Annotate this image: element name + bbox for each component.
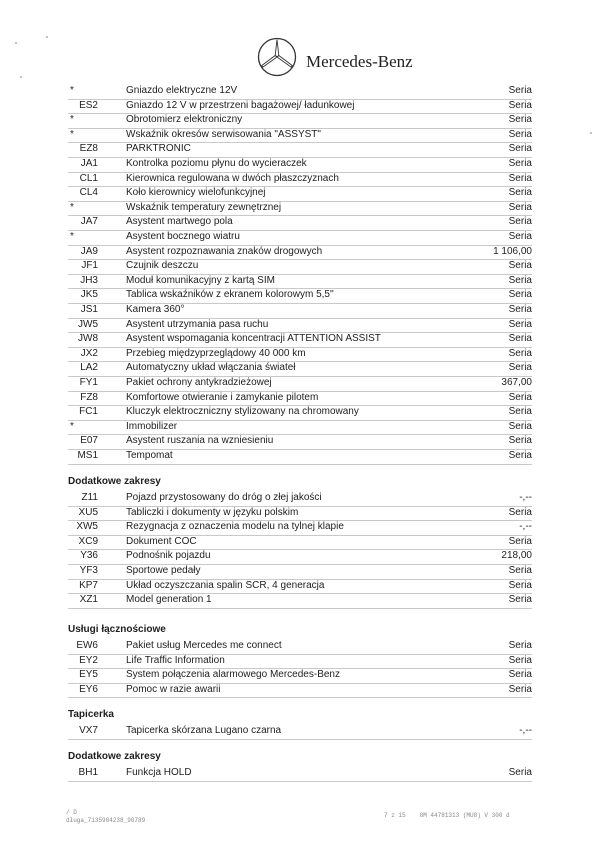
option-description: Kluczyk elektroczniczny stylizowany na chromowany (126, 406, 359, 418)
option-price: Seria (508, 85, 532, 96)
option-price: Seria (508, 114, 532, 126)
option-price: Seria (508, 669, 532, 681)
option-price: Seria (508, 187, 532, 199)
option-code: EZ8 (79, 143, 98, 155)
option-code: FC1 (79, 406, 98, 418)
option-price: Seria (508, 347, 532, 359)
option-price: Seria (508, 172, 532, 184)
option-code: Y36 (80, 550, 98, 562)
option-price: Seria (508, 435, 532, 447)
option-description: Podnośnik pojazdu (126, 550, 211, 562)
option-row (68, 579, 532, 595)
option-description: Tablica wskaźników z ekranem kolorowym 5,5'' (126, 289, 334, 301)
scan-speck (15, 42, 17, 44)
option-price: Seria (508, 594, 532, 606)
standard-marker: * (70, 85, 74, 96)
option-code: EY5 (79, 669, 98, 681)
option-description: Gniazdo 12 V w przestrzeni bagażowej/ ładunkowej (126, 99, 355, 111)
option-row (68, 654, 532, 670)
document-id: 8M 44781313 (MU8) V 300 d (419, 812, 510, 819)
option-code: CL1 (79, 172, 98, 184)
option-price: Seria (508, 216, 532, 228)
option-price: Seria (508, 506, 532, 518)
option-row (68, 405, 532, 421)
option-description: Wskaźnik temperatury zewnętrznej (126, 201, 282, 213)
option-description: Moduł komunikacyjny z kartą SIM (126, 274, 275, 286)
option-row (68, 142, 532, 158)
option-price: Seria (508, 201, 532, 213)
option-description: Asystent rozpoznawania znaków drogowych (126, 245, 323, 257)
option-description: Czujnik deszczu (126, 260, 199, 272)
option-row (68, 259, 532, 275)
option-row (68, 361, 532, 377)
option-description: Tabliczki i dokumenty w języku polskim (126, 506, 299, 518)
option-description: Wskaźnik okresów serwisowania "ASSYST" (126, 128, 321, 140)
option-row (68, 113, 532, 129)
option-description: Obrotomierz elektroniczny (126, 114, 243, 126)
standard-marker: * (70, 231, 74, 242)
option-price: Seria (508, 304, 532, 315)
option-price: Seria (508, 654, 532, 666)
option-row (68, 376, 532, 392)
option-code: JF1 (81, 260, 98, 272)
option-code: CL4 (79, 187, 98, 199)
option-row (68, 274, 532, 290)
option-row (68, 318, 532, 334)
option-code: JW5 (78, 318, 98, 330)
option-code: XZ1 (79, 594, 98, 606)
option-row (68, 535, 532, 551)
option-row (68, 157, 532, 173)
scan-speck (20, 76, 22, 78)
option-code: EW6 (76, 640, 98, 651)
option-code: XW5 (76, 521, 98, 533)
option-code: YF3 (79, 565, 98, 576)
option-code: JA7 (80, 216, 98, 228)
option-description: Automatyczny układ włączania świateł (126, 362, 296, 374)
scan-speck (46, 36, 48, 38)
footer-file: długa_7135904238_90789 (66, 817, 146, 824)
option-row (68, 564, 532, 580)
mercedes-star-icon (257, 37, 297, 77)
option-row (68, 303, 532, 319)
section-title: Dodatkowe zakresy (68, 476, 161, 487)
option-description: Kamera 360° (126, 304, 185, 315)
page-number: 7 z 15 (384, 812, 406, 819)
option-description: Pakiet usług Mercedes me connect (126, 640, 282, 651)
option-row (68, 128, 532, 144)
option-row (68, 201, 532, 217)
option-price: Seria (508, 231, 532, 242)
option-description: PARKTRONIC (126, 143, 191, 155)
option-description: Model generation 1 (126, 594, 212, 606)
option-description: Tempomat (126, 450, 173, 461)
option-description: Rezygnacja z oznaczenia modelu na tylnej klapie (126, 521, 344, 533)
option-code: FY1 (79, 377, 98, 388)
option-price: Seria (508, 289, 532, 301)
option-code: JA9 (80, 245, 98, 257)
option-description: Koło kierownicy wielofunkcyjnej (126, 187, 266, 199)
option-price: Seria (508, 565, 532, 576)
option-price: -,-- (519, 492, 532, 503)
option-price: Seria (508, 260, 532, 272)
option-description: Pojazd przystosowany do dróg o złej jakości (126, 492, 322, 503)
option-price: Seria (508, 420, 532, 432)
option-price: 218,00 (501, 550, 532, 562)
option-code: JK5 (80, 289, 98, 301)
option-description: Asystent martwego pola (126, 216, 233, 228)
section-title: Tapicerka (68, 709, 114, 720)
option-row (68, 347, 532, 363)
option-row (68, 186, 532, 202)
option-price: 367,00 (501, 377, 532, 388)
option-row (68, 420, 532, 436)
option-row (68, 593, 532, 609)
option-code: XU5 (78, 506, 98, 518)
option-code: Z11 (81, 492, 98, 503)
option-description: Kontrolka poziomu płynu do wycieraczek (126, 158, 307, 169)
option-row (68, 434, 532, 450)
option-code: XC9 (78, 535, 98, 547)
section-title: Usługi łącznościowe (68, 624, 166, 635)
option-price: Seria (508, 99, 532, 111)
option-code: ES2 (79, 99, 98, 111)
footer-info (384, 812, 524, 819)
option-description: Funkcja HOLD (126, 767, 192, 778)
option-description: System połączenia alarmowego Mercedes-Benz (126, 669, 340, 681)
option-price: Seria (508, 450, 532, 461)
standard-marker: * (70, 420, 74, 432)
footer-ref: / D (66, 809, 77, 816)
option-description: Pomoc w razie awarii (126, 683, 221, 695)
option-code: JS1 (80, 304, 98, 315)
standard-marker: * (70, 114, 74, 126)
option-code: KP7 (79, 579, 98, 591)
option-description: Gniazdo elektryczne 12V (126, 85, 238, 96)
option-code: JA1 (80, 158, 98, 169)
option-description: Tapicerka skórzana Lugano czarna (126, 725, 282, 736)
option-price: Seria (508, 318, 532, 330)
option-price: Seria (508, 128, 532, 140)
option-price: Seria (508, 143, 532, 155)
option-row (68, 391, 532, 407)
option-row (68, 99, 532, 115)
option-price: Seria (508, 362, 532, 374)
option-row (68, 172, 532, 188)
option-price: -,-- (519, 521, 532, 533)
option-description: Immobilizer (126, 420, 178, 432)
option-row (68, 668, 532, 684)
option-row (68, 506, 532, 522)
option-row (68, 683, 532, 699)
option-code: JH3 (80, 274, 98, 286)
option-price: Seria (508, 767, 532, 778)
option-description: Dokument COC (126, 535, 197, 547)
option-description: Asystent bocznego wiatru (126, 231, 240, 242)
option-description: Kierownica regulowana w dwóch płaszczyznach (126, 172, 339, 184)
option-description: Asystent wspomagania koncentracji ATTENTION ASSIST (126, 333, 381, 345)
standard-marker: * (70, 201, 74, 213)
option-code: FZ8 (80, 391, 98, 403)
option-price: Seria (508, 406, 532, 418)
option-price: Seria (508, 535, 532, 547)
option-price: -,-- (519, 725, 532, 736)
option-row (68, 84, 532, 100)
option-row (68, 766, 532, 782)
brand-name: Mercedes-Benz (306, 52, 413, 71)
standard-marker: * (70, 128, 74, 140)
option-code: EY2 (79, 654, 98, 666)
option-row (68, 449, 532, 465)
option-price: Seria (508, 683, 532, 695)
option-row (68, 215, 532, 231)
option-row (68, 549, 532, 565)
option-row (68, 332, 532, 348)
option-row (68, 520, 532, 536)
option-price: Seria (508, 640, 532, 651)
option-code: VX7 (79, 725, 98, 736)
option-description: Pakiet ochrony antykradzieżowej (126, 377, 272, 388)
option-code: LA2 (80, 362, 98, 374)
option-code: EY6 (79, 683, 98, 695)
option-row (68, 288, 532, 304)
option-row (68, 491, 532, 507)
section-title: Dodatkowe zakresy (68, 751, 161, 762)
option-row (68, 639, 532, 655)
option-description: Asystent utrzymania pasa ruchu (126, 318, 269, 330)
option-description: Life Traffic Information (126, 654, 225, 666)
option-price: Seria (508, 391, 532, 403)
option-price: 1 106,00 (493, 245, 532, 257)
option-description: Sportowe pedały (126, 565, 201, 576)
option-description: Układ oczyszczania spalin SCR, 4 generacja (126, 579, 325, 591)
option-row (68, 724, 532, 740)
option-code: JW8 (78, 333, 98, 345)
option-price: Seria (508, 579, 532, 591)
option-price: Seria (508, 158, 532, 169)
option-code: BH1 (78, 767, 98, 778)
scan-speck (590, 132, 592, 134)
option-description: Komfortowe otwieranie i zamykanie pilotem (126, 391, 319, 403)
option-price: Seria (508, 274, 532, 286)
option-description: Przebieg międzyprzeglądowy 40 000 km (126, 347, 306, 359)
option-row (68, 230, 532, 246)
option-code: E07 (80, 435, 98, 447)
option-code: JX2 (80, 347, 98, 359)
option-description: Asystent ruszania na wzniesieniu (126, 435, 274, 447)
option-row (68, 245, 532, 261)
option-price: Seria (508, 333, 532, 345)
option-code: MS1 (77, 450, 98, 461)
